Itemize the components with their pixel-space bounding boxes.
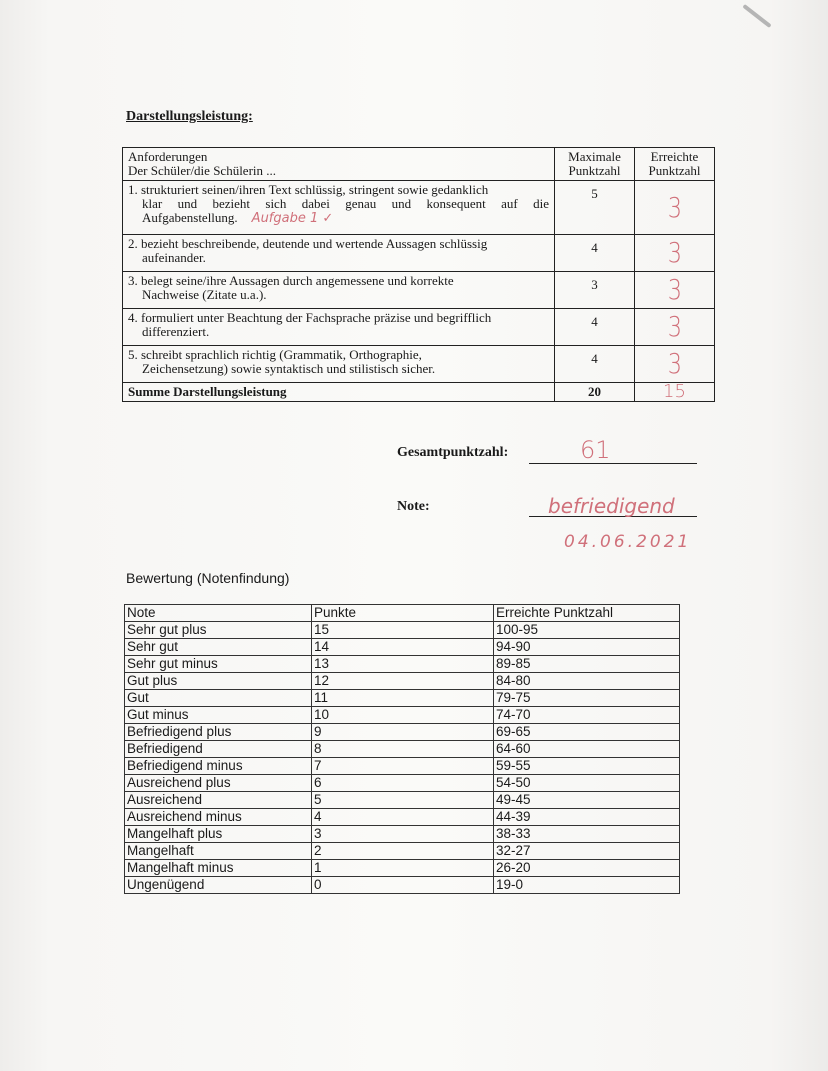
grade-label: Note: [397, 499, 430, 514]
score-range-cell: 44-39 [494, 809, 680, 826]
grading-row [125, 707, 680, 724]
grade-name-cell: Sehr gut minus [125, 656, 312, 673]
grade-name-cell: Gut [125, 690, 312, 707]
grading-row [125, 843, 680, 860]
score-range-cell: 26-20 [494, 860, 680, 877]
sum-max: 20 [555, 383, 635, 402]
grade-name-cell: Gut plus [125, 673, 312, 690]
achieved-points: 3 [635, 181, 715, 235]
score-range-cell: 89-85 [494, 656, 680, 673]
max-points: 3 [555, 272, 635, 309]
requirement-row [123, 346, 715, 383]
pen-mark [742, 4, 771, 28]
requirement-text: 1. strukturiert seinen/ihren Text schlüssig, stringent sowie gedanklich klar und bezieht sich dabei genau und konsequent auf die Aufgabenstellung. Aufgabe 1 ✓ [123, 181, 555, 235]
total-value: 61 [580, 436, 611, 464]
requirement-row [123, 235, 715, 272]
requirements-header-row [123, 148, 715, 181]
grading-row [125, 809, 680, 826]
requirements-table [122, 147, 715, 402]
requirement-text: 3. belegt seine/ihre Aussagen durch angemessene und korrekte Nachweise (Zitate u.a.). [123, 272, 555, 309]
points-cell: 1 [312, 860, 494, 877]
grading-row [125, 758, 680, 775]
grading-header-row [125, 605, 680, 622]
points-cell: 11 [312, 690, 494, 707]
points-cell: 7 [312, 758, 494, 775]
score-range-cell: 94-90 [494, 639, 680, 656]
total-line [529, 463, 697, 464]
grading-row [125, 775, 680, 792]
score-range-cell: 84-80 [494, 673, 680, 690]
grading-row [125, 656, 680, 673]
score-range-cell: Erreichte Punktzahl [494, 605, 680, 622]
score-range-cell: 74-70 [494, 707, 680, 724]
score-range-cell: 100-95 [494, 622, 680, 639]
requirement-row [123, 272, 715, 309]
grade-name-cell: Befriedigend plus [125, 724, 312, 741]
grade-name-cell: Ausreichend [125, 792, 312, 809]
header-achieved-points: Erreichte Punktzahl [635, 148, 715, 181]
score-range-cell: 79-75 [494, 690, 680, 707]
points-cell: 5 [312, 792, 494, 809]
grade-name-cell: Note [125, 605, 312, 622]
total-label: Gesamtpunktzahl: [397, 445, 509, 460]
score-range-cell: 64-60 [494, 741, 680, 758]
grade-name-cell: Gut minus [125, 707, 312, 724]
header-requirements: Anforderungen Der Schüler/die Schülerin ... [123, 148, 555, 181]
grade-name-cell: Ausreichend minus [125, 809, 312, 826]
grading-table [124, 604, 680, 894]
grade-name-cell: Ungenügend [125, 877, 312, 894]
grading-row [125, 826, 680, 843]
achieved-points: 3 [635, 309, 715, 346]
sum-achieved: 15 [635, 383, 715, 402]
max-points: 4 [555, 346, 635, 383]
sum-row [123, 383, 715, 402]
grade-name-cell: Ausreichend plus [125, 775, 312, 792]
points-cell: Punkte [312, 605, 494, 622]
requirement-text: 5. schreibt sprachlich richtig (Grammatik, Orthographie, Zeichensetzung) sowie syntaktisch und stilistisch sicher. [123, 346, 555, 383]
grade-name-cell: Befriedigend minus [125, 758, 312, 775]
grade-name-cell: Mangelhaft [125, 843, 312, 860]
achieved-points: 3 [635, 346, 715, 383]
score-range-cell: 19-0 [494, 877, 680, 894]
section-title: Darstellungsleistung: [126, 109, 253, 124]
achieved-points: 3 [635, 235, 715, 272]
handwritten-annotation: Aufgabe 1 ✓ [251, 211, 334, 226]
grade-name-cell: Befriedigend [125, 741, 312, 758]
grading-row [125, 673, 680, 690]
grade-name-cell: Mangelhaft plus [125, 826, 312, 843]
points-cell: 15 [312, 622, 494, 639]
header-max-points: Maximale Punktzahl [555, 148, 635, 181]
grading-row [125, 639, 680, 656]
points-cell: 3 [312, 826, 494, 843]
requirement-text: 4. formuliert unter Beachtung der Fachsprache präzise und begrifflich differenziert. [123, 309, 555, 346]
points-cell: 13 [312, 656, 494, 673]
requirement-text: 2. bezieht beschreibende, deutende und wertende Aussagen schlüssig aufeinander. [123, 235, 555, 272]
grade-name-cell: Mangelhaft minus [125, 860, 312, 877]
grading-row [125, 690, 680, 707]
grading-row [125, 622, 680, 639]
max-points: 4 [555, 235, 635, 272]
points-cell: 9 [312, 724, 494, 741]
grade-date: 04.06.2021 [564, 532, 692, 552]
max-points: 4 [555, 309, 635, 346]
grading-row [125, 792, 680, 809]
evaluation-title: Bewertung (Notenfindung) [126, 570, 290, 586]
grading-row [125, 860, 680, 877]
grade-name-cell: Sehr gut plus [125, 622, 312, 639]
points-cell: 12 [312, 673, 494, 690]
sum-label: Summe Darstellungsleistung [123, 383, 555, 402]
grade-name-cell: Sehr gut [125, 639, 312, 656]
points-cell: 8 [312, 741, 494, 758]
grading-row [125, 724, 680, 741]
achieved-points: 3 [635, 272, 715, 309]
points-cell: 10 [312, 707, 494, 724]
grading-row [125, 741, 680, 758]
score-range-cell: 49-45 [494, 792, 680, 809]
score-range-cell: 69-65 [494, 724, 680, 741]
score-range-cell: 32-27 [494, 843, 680, 860]
score-range-cell: 54-50 [494, 775, 680, 792]
points-cell: 6 [312, 775, 494, 792]
points-cell: 14 [312, 639, 494, 656]
points-cell: 2 [312, 843, 494, 860]
requirement-row [123, 309, 715, 346]
requirement-row [123, 181, 715, 235]
points-cell: 0 [312, 877, 494, 894]
grading-row [125, 877, 680, 894]
score-range-cell: 38-33 [494, 826, 680, 843]
score-range-cell: 59-55 [494, 758, 680, 775]
max-points: 5 [555, 181, 635, 235]
grade-value: befriedigend [548, 494, 675, 518]
points-cell: 4 [312, 809, 494, 826]
